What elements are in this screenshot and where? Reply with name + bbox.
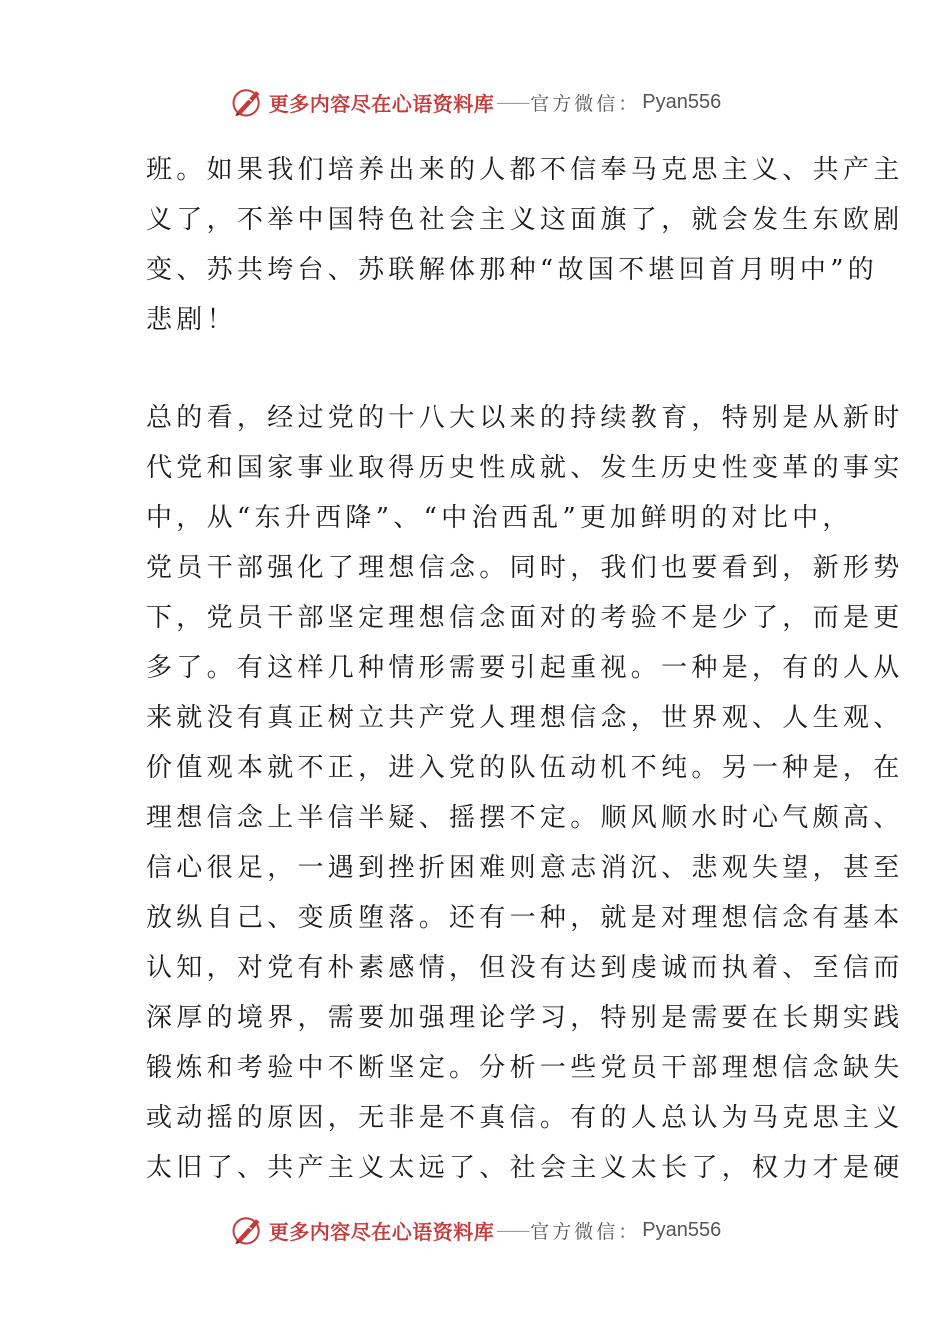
text-line: 代党和国家事业取得历史性成就、发生历史性变革的事实	[146, 453, 904, 483]
pen-logo-icon	[229, 84, 265, 120]
text-line: 价值观本就不正，进入党的队伍动机不纯。另一种是，在	[146, 753, 904, 783]
text-line: 认知，对党有朴素感情，但没有达到虔诚而执着、至信而	[146, 953, 904, 983]
brand-text: 更多内容尽在心语资料库	[268, 91, 495, 116]
text-line: 义了，不举中国特色社会主义这面旗了，就会发生东欧剧	[146, 205, 904, 235]
footer-banner	[0, 1210, 950, 1250]
separator: ——	[496, 91, 529, 113]
pen-logo-icon	[229, 1212, 265, 1248]
text-line: 放纵自己、变质堕落。还有一种，就是对理想信念有基本	[146, 903, 904, 933]
text-line: 锻炼和考验中不断坚定。分析一些党员干部理想信念缺失	[146, 1053, 904, 1083]
wechat-id: Pyan556	[642, 90, 722, 113]
text-line: 太旧了、共产主义太远了、社会主义太长了，权力才是硬	[146, 1153, 904, 1183]
wechat-label: 官方微信：	[530, 92, 641, 115]
text-line: 悲剧！	[146, 305, 237, 335]
text-line: 或动摇的原因，无非是不真信。有的人总认为马克思主义	[146, 1103, 904, 1133]
wechat-label: 官方微信：	[530, 1220, 641, 1243]
text-line: 总的看，经过党的十八大以来的持续教育，特别是从新时	[146, 403, 904, 433]
text-line: 变、苏共垮台、苏联解体那种“故国不堪回首月明中”的	[146, 255, 879, 285]
text-line: 中，从“东升西降”、“中治西乱”更加鲜明的对比中，	[146, 503, 853, 533]
text-line: 下，党员干部坚定理想信念面对的考验不是少了，而是更	[146, 603, 904, 633]
text-line: 多了。有这样几种情形需要引起重视。一种是，有的人从	[146, 653, 904, 683]
text-line: 理想信念上半信半疑、摇摆不定。顺风顺水时心气颇高、	[146, 803, 904, 833]
text-line: 来就没有真正树立共产党人理想信念，世界观、人生观、	[146, 703, 904, 733]
text-line: 深厚的境界，需要加强理论学习，特别是需要在长期实践	[146, 1003, 904, 1033]
header-banner	[0, 82, 950, 122]
wechat-id: Pyan556	[642, 1218, 722, 1241]
text-line: 信心很足，一遇到挫折困难则意志消沉、悲观失望，甚至	[146, 853, 904, 883]
brand-text: 更多内容尽在心语资料库	[268, 1219, 495, 1244]
separator: ——	[496, 1219, 529, 1241]
paragraph-1	[146, 145, 904, 345]
text-line: 班。如果我们培养出来的人都不信奉马克思主义、共产主	[146, 155, 904, 185]
text-line: 党员干部强化了理想信念。同时，我们也要看到，新形势	[146, 553, 904, 583]
paragraph-2	[146, 393, 904, 1193]
